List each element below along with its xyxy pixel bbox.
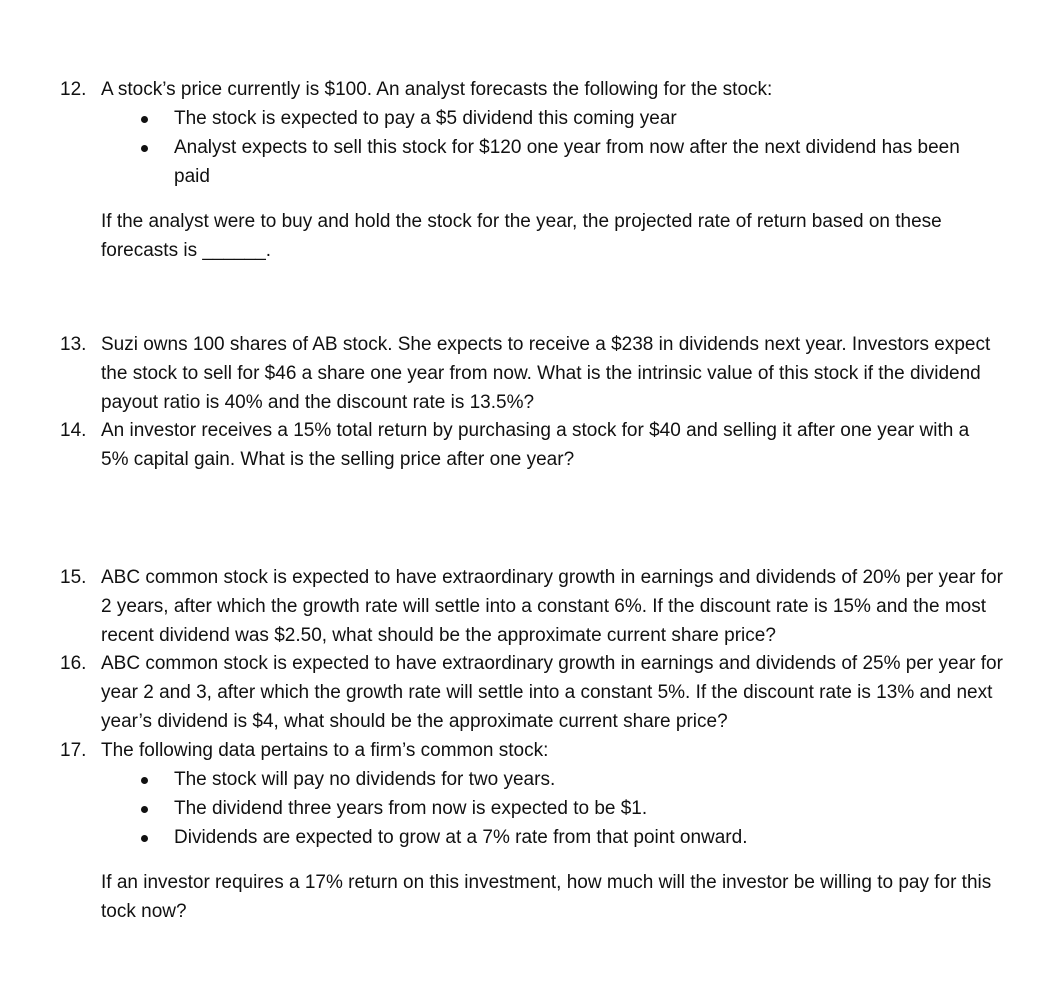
question-body [101,330,1006,417]
bullet-text: The dividend three years from now is expected to be $1. [174,798,648,819]
question-number: 16. [60,653,87,674]
bullet-text: The stock will pay no dividends for two years. [174,769,556,790]
list-item [101,765,1020,794]
question-13 [60,330,1020,417]
question-body [101,416,971,474]
followup-text: If the analyst were to buy and hold the stock for the year, the projected rate of return based on these forecasts is [101,211,942,261]
list-item [101,823,1020,852]
question-text: The following data pertains to a firm’s common stock: [101,740,549,761]
followup-text: If an investor requires a 17% return on this investment, how much will the investor be willing to pay for this tock now? [101,872,992,922]
question-number: 12. [60,79,87,100]
list-item [101,104,1020,133]
question-text: ABC common stock is expected to have extraordinary growth in earnings and dividends of 25% per year for year 2 and 3, after which the growth rate will settle into a constant 5%. If the discount rate is 13% and next year’s dividend is $4, what should be the approximate current share price? [101,653,1003,732]
question-body [101,563,1006,650]
question-text: ABC common stock is expected to have extraordinary growth in earnings and dividends of 20% per year for 2 years, after which the growth rate will settle into a constant 6%. If the discount rate is 15% and the most recent dividend was $2.50, what should be the approximate current share price? [101,567,1003,646]
question-text: A stock’s price currently is $100. An analyst forecasts the following for the stock: [101,79,773,100]
question-number: 13. [60,334,87,355]
question-15 [60,563,1020,650]
bullet-icon [141,116,148,123]
question-text: An investor receives a 15% total return by purchasing a stock for $40 and selling it after one year with a 5% capital gain. What is the selling price after one year? [101,420,970,470]
bullet-icon [141,835,148,842]
answer-blank: ______. [202,240,272,261]
question-number: 15. [60,567,87,588]
list-item [101,794,1020,823]
question-body [101,649,1006,736]
bullet-icon [141,806,148,813]
question-text: Suzi owns 100 shares of AB stock. She expects to receive a $238 in dividends next year. Investors expect the stock to sell for $46 a share one year from now. What is the intrinsic value of this stock if the dividend payout ratio is 40% and the discount rate is 13.5%? [101,334,991,413]
bullet-text: Dividends are expected to grow at a 7% rate from that point onward. [174,827,748,848]
bullet-list [101,104,1020,191]
bullet-text: Analyst expects to sell this stock for $120 one year from now after the next dividend has been paid [174,137,960,187]
question-number: 17. [60,740,87,761]
question-body [101,75,1006,104]
question-number: 14. [60,420,87,441]
question-16 [60,649,1020,736]
list-item [101,133,974,191]
bullet-text: The stock is expected to pay a $5 dividend this coming year [174,108,677,129]
question-14 [60,416,1020,474]
bullet-icon [141,145,148,152]
question-body [101,736,1006,765]
question-followup [101,207,971,265]
question-12 [60,75,1020,265]
bullet-list [101,765,1020,852]
bullet-icon [141,777,148,784]
question-followup [101,868,1006,926]
question-17 [60,736,1020,926]
